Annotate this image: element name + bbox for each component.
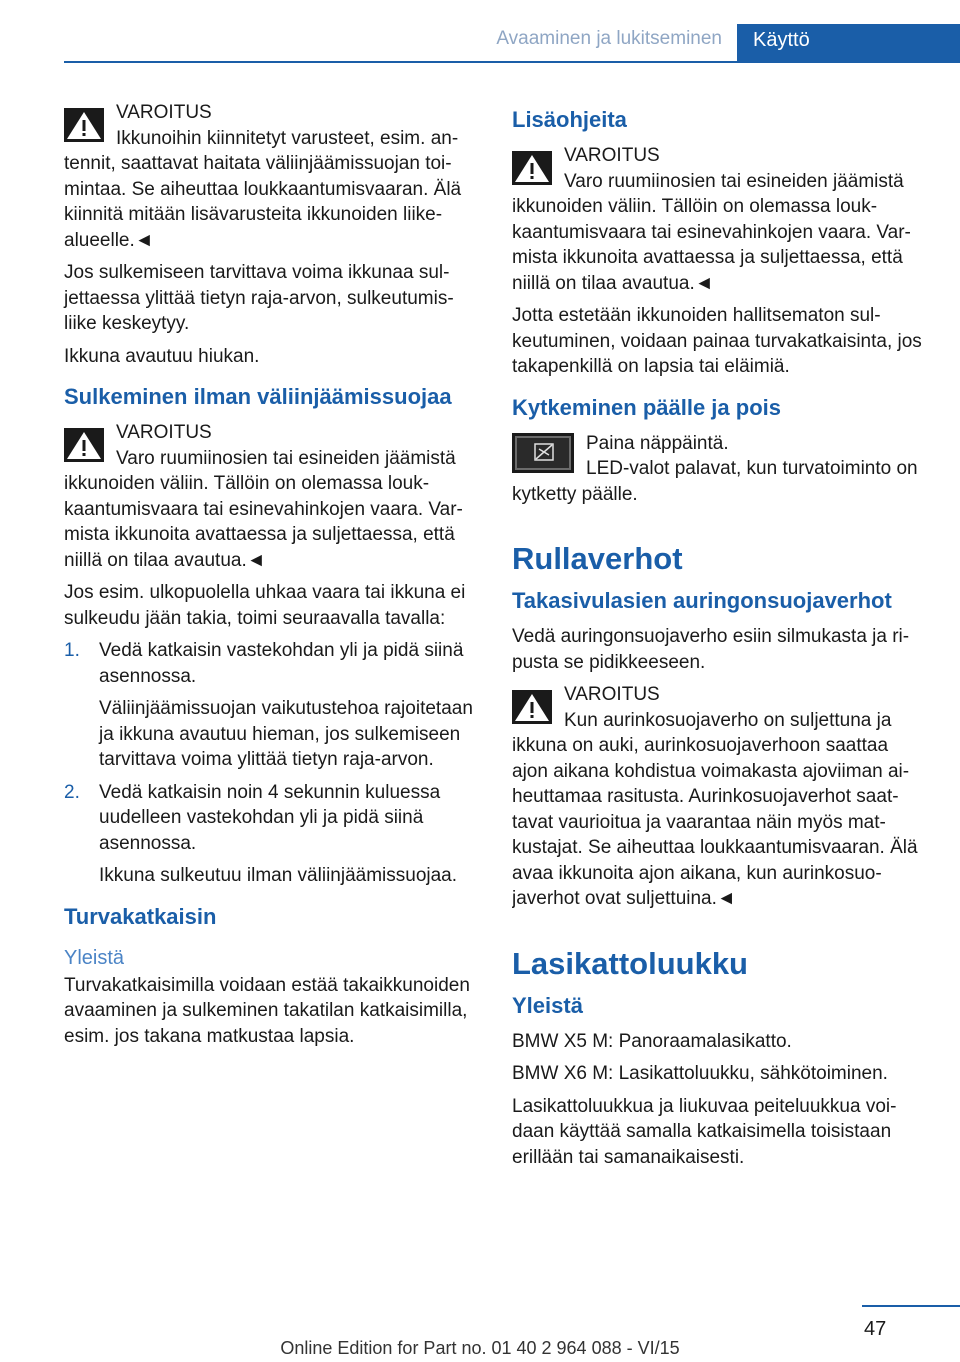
paragraph: Turvakatkaisimilla voidaan estää takaikkunoiden avaaminen ja sulkeminen takatilan katkaisimilla, esim. jos takana matkustaa lapsia. [64, 974, 470, 1047]
header-section-title: Avaaminen ja lukitseminen [496, 28, 722, 49]
paragraph: Jos sulkemiseen tarvittava voima ikkunaa suljettaessa ylittää tietyn raja-arvon, sulkeutumisliike keskeytyy. [64, 262, 454, 334]
subsection-heading: Yleistä [64, 946, 125, 969]
warning-title: VAROITUS [564, 145, 660, 166]
paragraph: BMW X5 M: Panoraamalasikatto. [512, 1030, 792, 1052]
section-heading: Takasivulasien auringonsuojaverhot [512, 588, 892, 613]
left-column [64, 100, 478, 1056]
warning-title: VAROITUS [116, 102, 212, 123]
warning-title: VAROITUS [116, 422, 212, 443]
chapter-heading: Lasikattoluukku [512, 945, 748, 981]
section-heading: Kytkeminen päälle ja pois [512, 394, 781, 420]
warning-triangle-icon [512, 690, 552, 724]
paragraph: Lasikattoluukkua ja liukuvaa peiteluukkua voidaan käyttää samalla katkaisimella toisistaan erillään tai samanaikaisesti. [512, 1095, 897, 1168]
warning-block [64, 100, 478, 253]
warning-block [512, 682, 926, 912]
list-item [64, 638, 478, 773]
warning-triangle-icon [64, 108, 104, 142]
paragraph: Vedä auringonsuojaverho esiin silmukasta ja ripusta se pidikkeeseen. [512, 626, 910, 673]
step-text: Vedä katkaisin noin 4 sekunnin kuluessa uudelleen vastekohdan yli ja pidä siinä asennossa. [99, 781, 441, 854]
step-number: 1. [64, 640, 80, 661]
warning-triangle-icon [512, 151, 552, 185]
page-number: 47 [864, 1318, 887, 1340]
instruction-text: Paina näppäintä. [586, 432, 729, 454]
warning-text: Varo ruumiinosien tai esineiden jäämistä ikkunoiden väliin. Tällöin on olemassa loukkaantumisvaara tai esinevahinkojen vaara. Varmista ikkunoita avattaessa ja suljettaessa, että niillä on tilaa avautua.◄ [512, 170, 911, 294]
edition-footer: Online Edition for Part no. 01 40 2 964 088 - VI/15 [280, 1338, 680, 1358]
step-list [64, 638, 478, 889]
warning-text: Kun aurinkosuojaverho on suljettuna ja ikkuna on auki, aurinkosuojaverhoon saattaa ajon aikana kohdistua voimakasta ajoviiman aiheuttamaa rasitusta. Aurinkosuojaverhot saattavat vaurioitua ja vaarantaa näin myös matkustajat. Se aiheuttaa loukkaantumisvaaran. Älä avaa ikkunoita ajon aikana, kun aurinkosuojaverhot ovat suljettuina.◄ [512, 709, 918, 909]
button-instruction [512, 431, 926, 508]
step-result: Väliinjäämissuojan vaikutustehoa rajoitetaan ja ikkuna avautuu hieman, jos sulkemiseen tarvittava voima ylittää tietyn raja-arvon. [99, 698, 473, 770]
section-heading: Turvakatkaisin [64, 903, 217, 929]
warning-triangle-icon [64, 428, 104, 462]
right-column [512, 100, 926, 1177]
header-chapter-label: Käyttö [753, 29, 810, 51]
page-number-rule [862, 1305, 960, 1307]
section-heading: Yleistä [512, 992, 583, 1018]
section-heading: Sulkeminen ilman väliinjäämissuojaa [64, 384, 452, 409]
warning-text: Ikkunoihin kiinnitetyt varusteet, esim. antennit, saattavat haitata väliinjäämissuojan toimintaa. Se aiheuttaa loukkaantumisvaaran. Älä kiinnitä mitään lisävarusteita ikkunoiden liikealueelle.◄ [64, 127, 462, 251]
paragraph: Jos esim. ulkopuolella uhkaa vaara tai ikkuna ei sulkeudu jään takia, toimi seuraavalla tavalla: [64, 582, 466, 629]
header-rule [64, 61, 960, 63]
warning-block [512, 143, 926, 296]
section-heading: Lisäohjeita [512, 107, 627, 132]
chapter-heading: Rullaverhot [512, 541, 683, 576]
list-item [64, 780, 478, 889]
warning-title: VAROITUS [564, 684, 660, 705]
instruction-result: LED-valot palavat, kun turvatoiminto on kytketty päälle. [512, 458, 918, 505]
step-number: 2. [64, 781, 80, 803]
step-result: Ikkuna sulkeutuu ilman väliinjäämissuojaa. [99, 865, 458, 886]
header-chapter-tab [737, 24, 960, 63]
paragraph: Jotta estetään ikkunoiden hallitsematon sulkeutuminen, voidaan painaa turvakatkaisinta, jos takapenkillä on lapsia tai eläimiä. [512, 305, 922, 377]
step-text: Vedä katkaisin vastekohdan yli ja pidä siinä asennossa. [99, 640, 464, 687]
paragraph: BMW X6 M: Lasikattoluukku, sähkötoiminen. [512, 1063, 888, 1084]
warning-text: Varo ruumiinosien tai esineiden jäämistä ikkunoiden väliin. Tällöin on olemassa loukkaantumisvaara tai esinevahinkojen vaara. Varmista ikkunoita avattaessa ja suljettaessa, että niillä on tilaa avautua.◄ [64, 447, 463, 571]
child-lock-button-icon [512, 433, 574, 473]
paragraph: Ikkuna avautuu hiukan. [64, 345, 260, 367]
warning-block [64, 420, 478, 573]
